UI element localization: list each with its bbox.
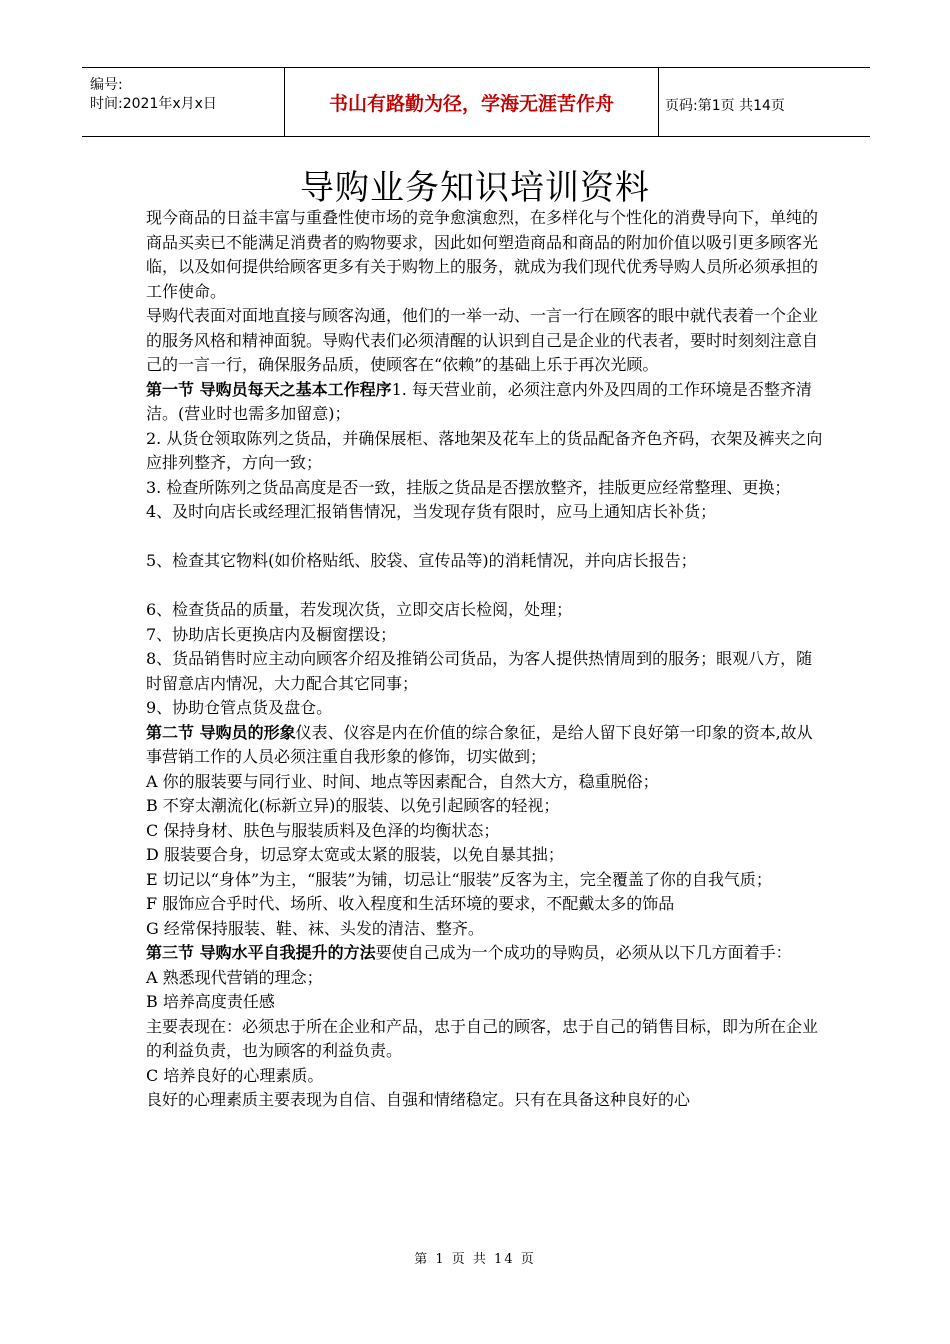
paragraph-text: 主要表现在：必须忠于所在企业和产品，忠于自己的顾客，忠于自己的销售目标，即为所在企业的利益负责，也为顾客的利益负责。 [146,1016,819,1060]
body-paragraph [146,1015,826,1064]
paragraph-text: F 服饰应合乎时代、场所、收入程度和生活环境的要求，不配戴太多的饰品 [146,894,675,913]
body-paragraph [146,966,826,991]
body-paragraph [146,500,826,525]
header-page-info: 页码:第1页 共14页 [665,98,785,114]
body-paragraph [146,819,826,844]
section-heading: 第三节 导购水平自我提升的方法 [146,943,376,962]
body-paragraph [146,304,826,378]
body-paragraph [146,696,826,721]
header-motto: 书山有路勤为径，学海无涯苦作舟 [328,92,614,115]
body-paragraph [146,941,826,966]
body-paragraph [146,721,826,770]
body-paragraph [146,1088,826,1113]
body-paragraph [146,794,826,819]
paragraph-text: 1. 每天营业前，必须注意内外及四周的工作环境是否整齐清洁。(营业时也需多加留意)； [146,379,812,423]
paragraph-text: 良好的心理素质主要表现为自信、自强和情绪稳定。只有在具备这种良好的心 [146,1090,691,1109]
body-paragraph [146,378,826,427]
body-paragraph [146,917,826,942]
body-paragraph [146,868,826,893]
paragraph-text: 3. 检查所陈列之货品高度是否一致，挂版之货品是否摆放整齐，挂版更应经常整理、更换； [146,477,791,497]
body-paragraph [146,990,826,1015]
body-paragraph [146,574,826,599]
paragraph-text: A 你的服装要与同行业、时间、地点等因素配合，自然大方，稳重脱俗； [146,771,659,791]
body-paragraph [146,549,826,574]
page-header [82,67,870,137]
document-body [146,206,826,1113]
body-paragraph [146,206,826,304]
body-paragraph [146,892,826,917]
body-paragraph [146,623,826,648]
body-paragraph [146,525,826,550]
paragraph-text: 8、货品销售时应主动向顾客介绍及推销公司货品，为客人提供热情周到的服务；眼观八方，随时留意店内情况，大力配合其它同事； [146,649,813,693]
paragraph-text: B 不穿太潮流化(标新立异)的服装、以免引起顾客的轻视； [146,796,560,815]
paragraph-text: 导购代表面对面地直接与顾客沟通，他们的一举一动、一言一行在顾客的眼中就代表着一个企业的服务风格和精神面貌。导购代表们必须清醒的认识到自己是企业的代表者，要时时刻刻注意自己的一言一行，确保服务品质，使顾客在“依赖”的基础上乐于再次光顾。 [146,306,819,374]
paragraph-text: B 培养高度责任感 [146,992,275,1011]
paragraph-text: C 保持身材、肤色与服装质料及色泽的均衡状态； [146,820,500,840]
paragraph-text: G 经常保持服装、鞋、袜、头发的清洁、整齐。 [146,918,484,938]
header-motto-cell [285,68,659,136]
paragraph-text: 9、协助仓管点货及盘仓。 [146,698,333,717]
section-heading: 第一节 导购员每天之基本工作程序 [146,379,392,399]
paragraph-text: D 服装要合身，切忌穿太宽或太紧的服装，以免自暴其拙； [146,845,564,864]
body-paragraph [146,598,826,623]
paragraph-text: 5、检查其它物料(如价格贴纸、胶袋、宣传品等)的消耗情况，并向店长报告； [146,551,697,570]
body-paragraph [146,476,826,501]
body-paragraph [146,647,826,696]
paragraph-text: C 培养良好的心理素质。 [146,1065,324,1085]
paragraph-text: 6、检查货品的质量，若发现次货，立即交店长检阅，处理； [146,600,573,619]
body-paragraph [146,427,826,476]
paragraph-text: A 熟悉现代营销的理念； [146,967,323,987]
body-paragraph [146,843,826,868]
body-paragraph [146,770,826,795]
body-paragraph [146,1064,826,1089]
header-left-cell [82,68,285,136]
paragraph-text: 2. 从货仓领取陈列之货品，并确保展柜、落地架及花车上的货品配备齐色齐码，衣架及裤夹之向应排列整齐，方向一致； [146,428,823,472]
document-time-label: 时间:2021年x月x日 [90,96,217,112]
paragraph-text: E 切记以“身体”为主，“服装”为铺，切忌让“服装”反客为主，完全覆盖了你的自我气质； [146,869,772,889]
page-footer: 第 1 页 共 14 页 [414,1252,536,1267]
paragraph-text: 要使自己成为一个成功的导购员，必须从以下几方面着手： [375,943,792,962]
section-heading: 第二节 导购员的形象 [146,722,296,742]
paragraph-text: 4、及时向店长或经理汇报销售情况，当发现存货有限时，应马上通知店长补货； [146,502,717,521]
paragraph-text: 仪表、仪容是内在价值的综合象征，是给人留下良好第一印象的资本,故从事营销工作的人员必须注重自我形象的修饰，切实做到； [146,722,813,766]
document-number-label: 编号: [90,77,123,93]
document-title: 导购业务知识培训资料 [300,168,650,208]
header-page-info-cell [659,68,870,136]
paragraph-text: 7、协助店长更换店内及橱窗摆设； [146,624,397,644]
paragraph-text: 现今商品的日益丰富与重叠性使市场的竞争愈演愈烈，在多样化与个性化的消费导向下，单纯的商品买卖已不能满足消费者的购物要求，因此如何塑造商品和商品的附加价值以吸引更多顾客光临，以及如何提供给顾客更多有关于购物上的服务，就成为我们现代优秀导购人员所必须承担的工作使命。 [146,208,819,301]
